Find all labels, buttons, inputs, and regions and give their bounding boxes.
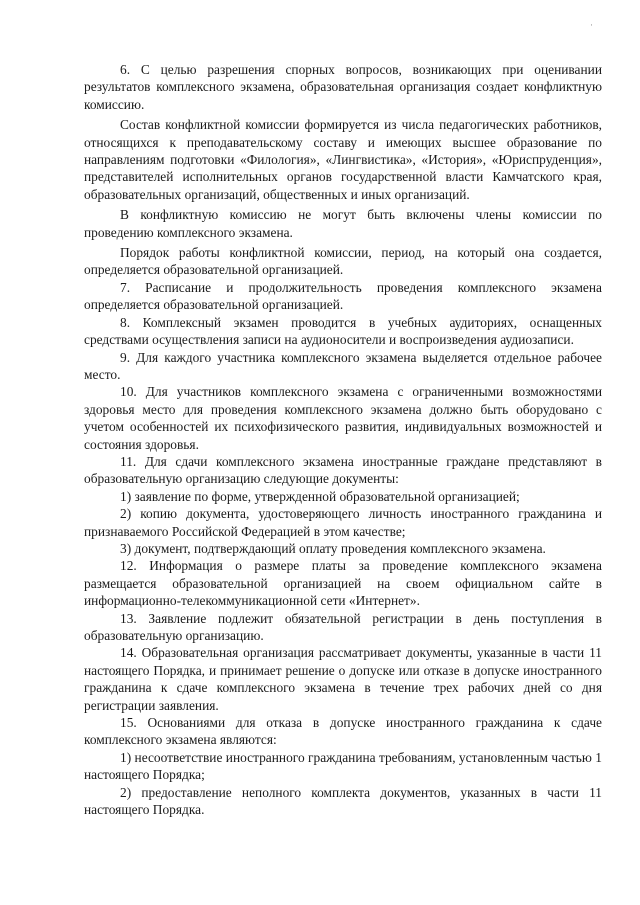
paragraph-9: 9. Для каждого участника комплексного экзамена выделяется отдельное рабочее место. bbox=[84, 349, 602, 382]
paragraph-10: 10. Для участников комплексного экзамена с ограниченными возможностями здоровья место для проведения комплексного экзамена должно быть оборудовано с учетом особенностей их психофизического развития, индивидуальных возможностей и состояния здоровья. bbox=[84, 384, 602, 452]
paragraph-14: 14. Образовательная организация рассматривает документы, указанные в части 11 настоящего Порядка, и принимает решение о допуске или отказе в допуске иностранного гражданина к сдаче комплексного экзамена в течение трех рабочих дней со дня регистрации заявления. bbox=[84, 645, 602, 713]
paragraph-11-item-2: 2) копию документа, удостоверяющего личность иностранного гражданина и признаваемого Российской Федерацией в этом качестве; bbox=[84, 506, 602, 539]
document-body bbox=[84, 61, 602, 818]
paragraph-8: 8. Комплексный экзамен проводится в учебных аудиториях, оснащенных средствами осуществления записи на аудионосители и воспроизведения аудиозаписи. bbox=[84, 314, 602, 348]
paragraph-7: 7. Расписание и продолжительность проведения комплексного экзамена определяется образовательной организацией. bbox=[84, 279, 602, 313]
paragraph-11-item-3: 3) документ, подтверждающий оплату проведения комплексного экзамена. bbox=[120, 540, 546, 556]
paragraph-11: 11. Для сдачи комплексного экзамена иностранные граждане представляют в образовательную организацию следующие документы: bbox=[84, 453, 602, 487]
paragraph-6: 6. С целью разрешения спорных вопросов, возникающих при оценивании результатов комплексного экзамена, образовательная организация создает конфликтную комиссию. bbox=[84, 62, 602, 112]
paragraph-11-item-1: 1) заявление по форме, утвержденной образовательной организацией; bbox=[120, 488, 520, 504]
paragraph-12: 12. Информация о размере платы за проведение комплексного экзамена размещается образовательной организацией на своем официальном сайте в информационно-телекоммуникационной сети «Интернет». bbox=[84, 558, 602, 609]
paragraph-15-item-1: 1) несоответствие иностранного гражданина требованиям, установленным частью 1 настоящего Порядка; bbox=[84, 749, 602, 783]
paragraph-commission-composition: Состав конфликтной комиссии формируется из числа педагогических работников, относящихся к преподавательскому составу и имеющих высшее образование по направлениям подготовки «Филология», «Лингвистика», «История», «Юриспруденция», представителей исполнительных органов государственной власти Камчатского края, образовательных организаций, общественных и иных организаций. bbox=[84, 117, 602, 202]
corner-mark: · bbox=[590, 20, 593, 30]
paragraph-15-item-2: 2) предоставление неполного комплекта документов, указанных в части 11 настоящего Порядка. bbox=[84, 784, 602, 818]
paragraph-commission-procedure: Порядок работы конфликтной комиссии, период, на который она создается, определяется образовательной организацией. bbox=[84, 245, 602, 278]
paragraph-15: 15. Основаниями для отказа в допуске иностранного гражданина к сдаче комплексного экзамена являются: bbox=[84, 715, 602, 748]
paragraph-13: 13. Заявление подлежит обязательной регистрации в день поступления в образовательную организацию. bbox=[84, 610, 602, 643]
paragraph-commission-exclusion: В конфликтную комиссию не могут быть включены члены комиссии по проведению комплексного экзамена. bbox=[84, 207, 602, 240]
